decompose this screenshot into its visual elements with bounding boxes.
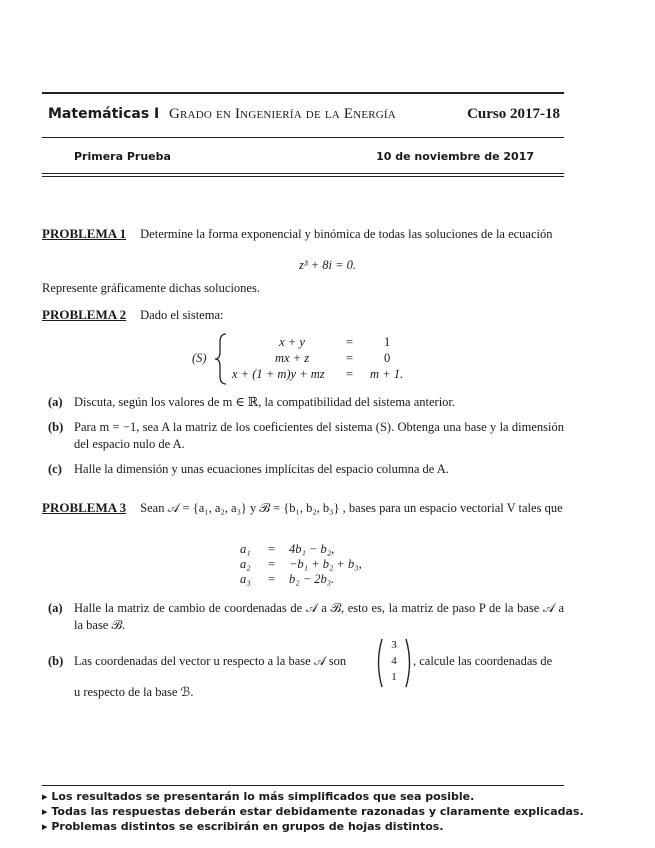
problem-3-item-b-pre: Las coordenadas del vector u respecto a la base 𝒜 son (74, 654, 347, 668)
problem-3-item-b-post: , calcule las coordenadas de (413, 654, 553, 668)
problem-3-title: PROBLEMA 3 (42, 500, 127, 515)
system-row-3-lhs: x + (1 + m)y + mz (232, 367, 325, 381)
system-row-3-rhs: m + 1. (370, 367, 404, 381)
relation-1-eq: = (268, 542, 276, 556)
problem-3-item-a (48, 600, 564, 634)
system-label: (S) (192, 351, 207, 365)
problem-1-equation: z³ + 8i = 0. (298, 258, 357, 272)
vector-entry-1: 3 (391, 639, 397, 651)
footer-note-2: ▸ Todas las respuestas deberán estar debidamente razonadas y claramente explicadas. (42, 805, 584, 818)
system-row-2-eq: = (346, 351, 354, 365)
header-top-rule (42, 92, 564, 94)
item-label: (a) (48, 601, 63, 615)
item-text: Discuta, según los valores de m ∈ ℝ, la compatibilidad del sistema anterior. (74, 395, 456, 409)
problem-1-text-2: Represente gráficamente dichas soluciones. (42, 281, 260, 295)
system-row-1-eq: = (346, 335, 354, 349)
problem-2-item-b (48, 419, 564, 453)
footer-rule (42, 785, 564, 786)
problem-1-text: Determine la forma exponencial y binómica de todas las soluciones de la ecuación (140, 227, 553, 241)
system-row-2-lhs: mx + z (274, 351, 310, 365)
problem-2-intro: Dado el sistema: (140, 308, 224, 322)
triangle-bullet-icon: ▸ (42, 820, 48, 833)
item-text: Halle la dimensión y unas ecuaciones implícitas del espacio columna de A. (74, 462, 449, 476)
item-label: (a) (48, 395, 63, 409)
relation-2-rhs: −b₁ + b₂ + b₃, (289, 557, 362, 571)
problem-1-title: PROBLEMA 1 (42, 226, 127, 241)
item-text: Para m = −1, sea A la matriz de los coeficientes del sistema (S). Obtenga una base y la dimensión del espacio nulo de A. (74, 420, 564, 451)
problem-2-title: PROBLEMA 2 (42, 307, 127, 322)
degree-name: Grado en Ingeniería de la Energía (169, 106, 396, 122)
relation-2-lhs: a₂ (240, 557, 251, 571)
exam-date: 10 de noviembre de 2017 (376, 150, 534, 163)
problem-3-intro: Sean 𝒜 = {a₁, a₂, a₃} y ℬ = {b₁, b₂, b₃} , bases para un espacio vectorial V tales que (140, 501, 563, 515)
item-label: (b) (48, 420, 64, 434)
problem-3-item-b-label: (b) (48, 654, 64, 668)
academic-year: Curso 2017-18 (467, 106, 560, 122)
system-row-2-rhs: 0 (384, 351, 391, 365)
problem-2-statement (42, 307, 564, 323)
relation-3-eq: = (268, 572, 276, 586)
exam-header (48, 106, 560, 126)
relation-3-lhs: a₃ (240, 572, 251, 586)
system-row-3-eq: = (346, 367, 354, 381)
header-bottom-rule-2 (42, 176, 564, 177)
problem-3-statement (42, 500, 564, 516)
vector-entry-2: 4 (391, 655, 397, 667)
problem-3-item-b-line-2: u respecto de la base ℬ. (74, 685, 194, 699)
item-label: (c) (48, 462, 62, 476)
triangle-bullet-icon: ▸ (42, 790, 48, 803)
system-row-1-lhs: x + y (279, 335, 305, 349)
problem-1-statement (42, 226, 564, 242)
system-row-1-rhs: 1 (384, 335, 391, 349)
footer-note-1: ▸ Los resultados se presentarán lo más simplificados que sea posible. (42, 790, 475, 803)
header-mid-rule (42, 137, 564, 138)
footer-note-3: ▸ Problemas distintos se escribirán en grupos de hojas distintos. (42, 820, 444, 833)
system-brace (214, 332, 230, 386)
relation-3-rhs: b₂ − 2b₃. (289, 572, 335, 586)
problem-2-item-c (48, 461, 564, 478)
vector-entry-3: 1 (391, 671, 397, 683)
problem-2-item-a (48, 394, 564, 411)
item-text: Halle la matriz de cambio de coordenadas de 𝒜 a ℬ, esto es, la matriz de paso P de la base 𝒜 a la base ℬ. (74, 601, 564, 632)
relation-2-eq: = (268, 557, 276, 571)
course-title: Matemáticas I (48, 106, 160, 122)
relation-1-rhs: 4b₁ − b₂, (289, 542, 335, 556)
exam-name: Primera Prueba (74, 150, 171, 163)
triangle-bullet-icon: ▸ (42, 805, 48, 818)
relation-1-lhs: a₁ (240, 542, 251, 556)
header-bottom-rule-1 (42, 173, 564, 174)
